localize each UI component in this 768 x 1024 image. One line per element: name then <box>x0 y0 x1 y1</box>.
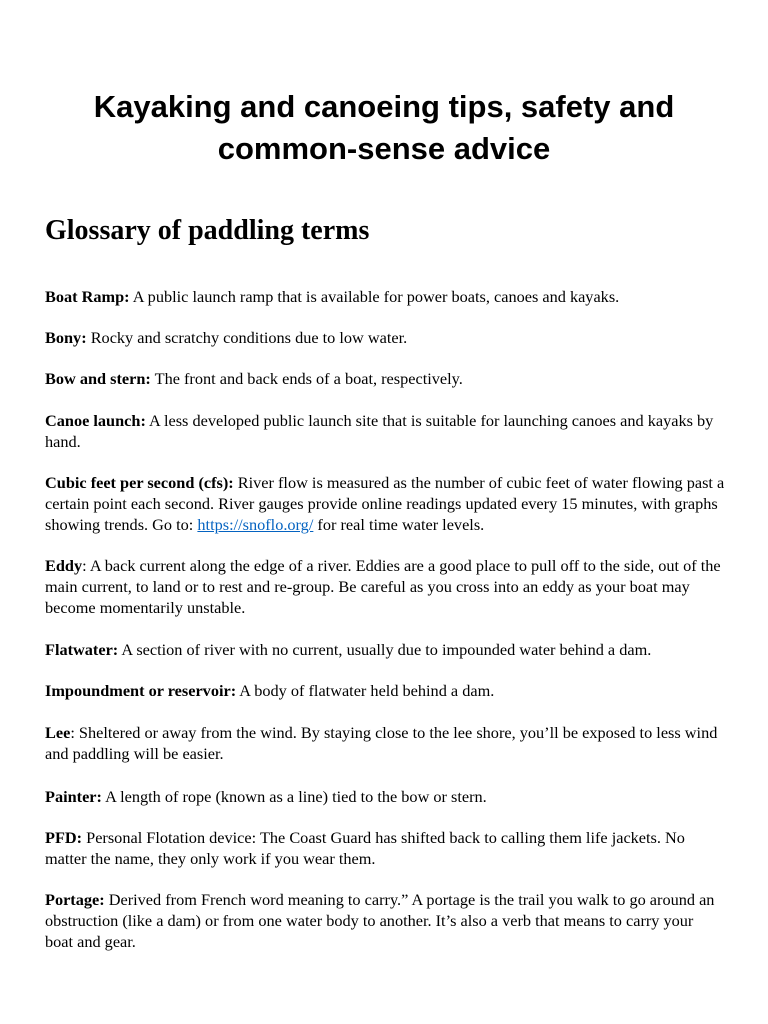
glossary-entry-flatwater <box>45 639 725 660</box>
glossary-definition: : A back current along the edge of a river. Eddies are a good place to pull off to the side, out of the main current, to land or to rest and re-group. Be careful as you cross into an eddy as your boat may become momentarily unstable. <box>45 556 721 617</box>
glossary-term: Eddy <box>45 556 83 575</box>
glossary-entry-pfd <box>45 827 725 869</box>
glossary-entry-boat-ramp <box>45 286 725 307</box>
snoflo-link[interactable]: https://snoflo.org/ <box>197 515 314 534</box>
glossary-definition: A body of flatwater held behind a dam. <box>236 681 495 700</box>
glossary-term: Lee <box>45 723 71 742</box>
glossary-definition: Rocky and scratchy conditions due to low water. <box>86 328 408 347</box>
glossary-definition: : Sheltered or away from the wind. By staying close to the lee shore, you’ll be exposed to less wind and paddling will be easier. <box>45 723 718 763</box>
glossary-entry-canoe-launch <box>45 410 725 452</box>
glossary-definition: A section of river with no current, usually due to impounded water behind a dam. <box>118 640 652 659</box>
glossary-definition: Derived from French word meaning to carry.” A portage is the trail you walk to go around an obstruction (like a dam) or from one water body to another. It’s also a verb that means to carry your boat and gear. <box>45 890 715 951</box>
glossary-entry-impoundment <box>45 680 725 701</box>
glossary-term: Impoundment or reservoir: <box>45 681 237 700</box>
glossary-term: Canoe launch: <box>45 411 146 430</box>
glossary-entry-painter <box>45 786 725 807</box>
glossary-term: Portage: <box>45 890 105 909</box>
glossary-entry-eddy <box>45 555 725 618</box>
document-title: Kayaking and canoeing tips, safety and common-sense advice <box>93 89 675 166</box>
glossary-definition: Personal Flotation device: The Coast Guard has shifted back to calling them life jackets. No matter the name, they only work if you wear them. <box>45 828 685 868</box>
glossary-definition: A less developed public launch site that is suitable for launching canoes and kayaks by hand. <box>45 411 714 451</box>
glossary-definition: A public launch ramp that is available for power boats, canoes and kayaks. <box>129 287 620 306</box>
glossary-definition-continued: for real time water levels. <box>313 515 485 534</box>
glossary-entry-cfs <box>45 472 725 535</box>
glossary-term: Bow and stern: <box>45 369 151 388</box>
glossary-entry-lee <box>45 722 725 764</box>
glossary-term: Painter: <box>45 787 102 806</box>
glossary-definition: The front and back ends of a boat, respectively. <box>150 369 463 388</box>
glossary-entry-portage <box>45 889 725 952</box>
glossary-term: Boat Ramp: <box>45 287 130 306</box>
glossary-term: Bony: <box>45 328 87 347</box>
glossary-term: Cubic feet per second (cfs): <box>45 473 234 492</box>
glossary-entry-bony <box>45 327 725 348</box>
glossary-term: Flatwater: <box>45 640 119 659</box>
glossary-definition: A length of rope (known as a line) tied to the bow or stern. <box>101 787 487 806</box>
section-heading: Glossary of paddling terms <box>45 215 370 246</box>
glossary-term: PFD: <box>45 828 83 847</box>
glossary-entry-bow-and-stern <box>45 368 725 389</box>
glossary-definition: River flow is measured as the number of cubic feet of water flowing past a certain point each second. River gauges provide online readings updated every 15 minutes, with graphs showing trends. Go to: <box>45 473 725 534</box>
